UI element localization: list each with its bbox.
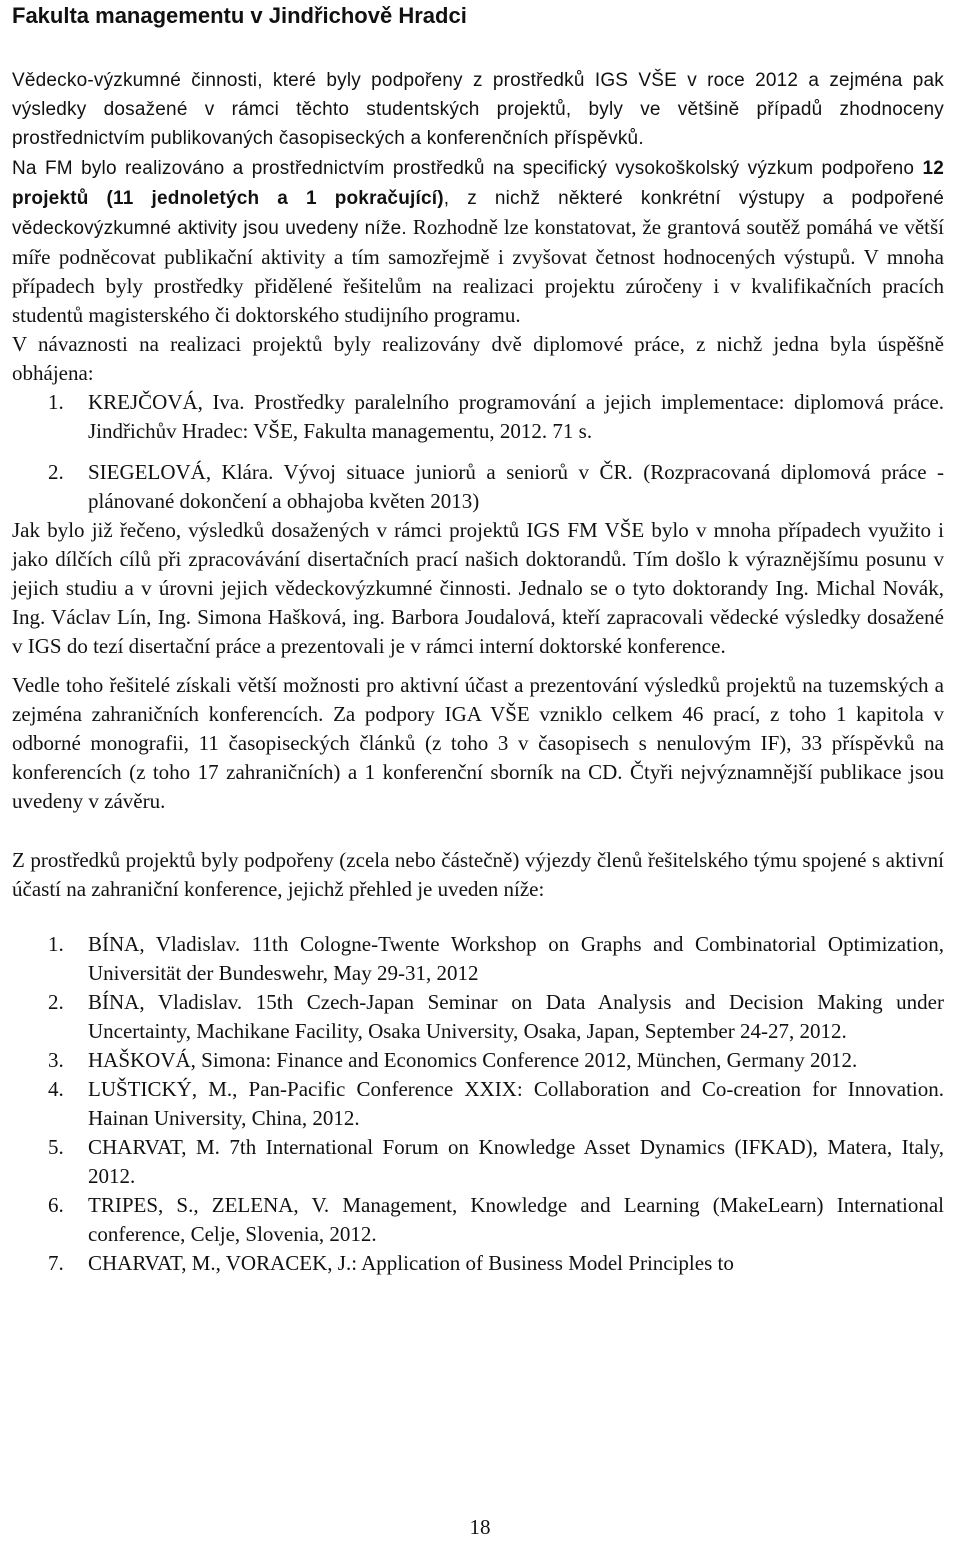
conferences-list — [12, 930, 944, 1278]
list-item-number: 1. — [48, 390, 64, 414]
list-item-number: 3. — [48, 1048, 64, 1072]
list-item-text: BÍNA, Vladislav. 15th Czech-Japan Seminar on Data Analysis and Decision Making under Uncertainty, Machikane Facility, Osaka University, Osaka, Japan, September 24-27, 2012. — [88, 990, 944, 1043]
projects-paragraph — [12, 153, 944, 330]
list-item — [12, 1133, 944, 1191]
output-paragraph: Vedle toho řešitelé získali větší možnosti pro aktivní účast a prezentování výsledků projektů na tuzemských a zejména zahraničních konferencích. Za podpory IGA VŠE vzniklo celkem 46 prací, z toho 1 kapitola v odborné monografii, 11 časopiseckých článků (z toho 3 v časopisech s nenulovým IF), 33 příspěvků na konferencích (z toho 17 zahraničních) a 1 konferenční sborník na CD. Čtyři nejvýznamnější publikace jsou uvedeny v závěru. — [12, 673, 944, 813]
list-item — [12, 1075, 944, 1133]
page-number: 18 — [469, 1515, 491, 1539]
list-item-number: 2. — [48, 990, 64, 1014]
theses-list — [12, 388, 944, 516]
document-page — [12, 0, 944, 1278]
list-item-text: HAŠKOVÁ, Simona: Finance and Economics Conference 2012, München, Germany 2012. — [88, 1048, 858, 1072]
projects-count: 12 projektů (11 jednoletých a 1 pokračující) — [12, 158, 944, 209]
list-item — [12, 1191, 944, 1249]
list-item — [12, 458, 944, 516]
list-item-number: 5. — [48, 1135, 64, 1159]
list-item-number: 4. — [48, 1077, 64, 1101]
list-item-text: CHARVAT, M. 7th International Forum on Knowledge Asset Dynamics (IFKAD), Matera, Italy, 2012. — [88, 1135, 944, 1188]
list-item-number: 7. — [48, 1251, 64, 1275]
list-item-text: SIEGELOVÁ, Klára. Vývoj situace juniorů a seniorů v ČR. (Rozpracovaná diplomová práce - plánované dokončení a obhajoba květen 2013) — [88, 460, 944, 513]
page-title: Fakulta managementu v Jindřichově Hradci — [12, 3, 467, 28]
projects-lead: Na FM bylo realizováno a prostřednictvím prostředků na specifický vysokoškolský výzkum podpořeno — [12, 158, 923, 179]
list-item — [12, 1249, 944, 1278]
projects-conclusion: Rozhodně lze konstatovat, že grantová soutěž pomáhá ve větší míře podněcovat publikační aktivity a tím samozřejmě i zvyšovat četnost hodnocených výstupů. V mnoha případech byly prostředky přidělené řešitelům na realizaci projektu zúročeny i v kvalifikačních pracích studentů magisterského či doktorského studijního programu. — [12, 215, 944, 327]
intro-paragraph: Vědecko-výzkumné činnosti, které byly podpořeny z prostředků IGS VŠE v roce 2012 a zejména pak výsledky dosažené v rámci těchto studentských projektů, byly ve většině případů zhodnoceny prostřednictvím publikovaných časopiseckých a konferenčních příspěvků. — [12, 70, 944, 149]
list-item — [12, 930, 944, 988]
list-item-number: 2. — [48, 460, 64, 484]
list-item-text: TRIPES, S., ZELENA, V. Management, Knowledge and Learning (MakeLearn) International conference, Celje, Slovenia, 2012. — [88, 1193, 944, 1246]
list-item — [12, 988, 944, 1046]
theses-intro: V návaznosti na realizaci projektů byly realizovány dvě diplomové práce, z nichž jedna byla úspěšně obhájena: — [12, 332, 944, 385]
list-item-text: KREJČOVÁ, Iva. Prostředky paralelního programování a jejich implementace: diplomová práce. Jindřichův Hradec: VŠE, Fakulta managementu, 2012. 71 s. — [88, 390, 944, 443]
list-item — [12, 388, 944, 446]
list-item-text: CHARVAT, M., VORACEK, J.: Application of Business Model Principles to — [88, 1251, 734, 1275]
trips-paragraph: Z prostředků projektů byly podpořeny (zcela nebo částečně) výjezdy členů řešitelského týmu spojené s aktivní účastí na zahraniční konference, jejichž přehled je uveden níže: — [12, 848, 944, 901]
list-item-number: 1. — [48, 932, 64, 956]
list-item — [12, 1046, 944, 1075]
list-item-text: LUŠTICKÝ, M., Pan-Pacific Conference XXIX: Collaboration and Co-creation for Innovation. Hainan University, China, 2012. — [88, 1077, 944, 1130]
doctoral-paragraph: Jak bylo již řečeno, výsledků dosažených v rámci projektů IGS FM VŠE bylo v mnoha případech využito i jako dílčích cílů při zpracovávání disertačních prací našich doktorandů. Tím došlo k výraznějšímu posunu v jejich studiu a v úrovni jejich vědeckovýzkumné činnosti. Jednalo se o tyto doktorandy Ing. Michal Novák, Ing. Václav Lín, Ing. Simona Hašková, ing. Barbora Joudalová, kteří zapracovali vědecké výsledky dosažené v IGS do tezí disertační práce a prezentovali je v rámci interní doktorské konference. — [12, 518, 944, 658]
list-item-number: 6. — [48, 1193, 64, 1217]
list-item-text: BÍNA, Vladislav. 11th Cologne-Twente Workshop on Graphs and Combinatorial Optimization, Universität der Bundeswehr, May 29-31, 2012 — [88, 932, 944, 985]
projects-tail: , z nichž některé konkrétní výstupy a podpořené vědeckovýzkumné aktivity jsou uvedeny níže. — [12, 188, 945, 239]
